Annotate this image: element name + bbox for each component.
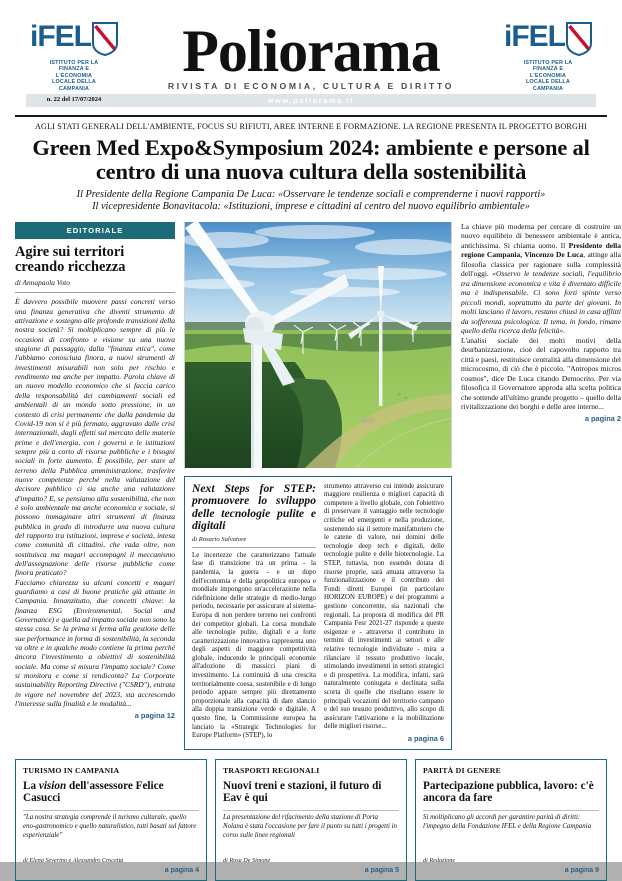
box-byline: di Redazione <box>423 856 456 864</box>
website-url: www.poliorama.it <box>267 96 355 105</box>
main-content <box>0 222 622 750</box>
box-to-page[interactable]: a pagina 9 <box>564 866 599 874</box>
wind-turbines-photo <box>184 222 452 468</box>
ifel-logo-right <box>500 22 596 92</box>
editorial-body: È davvero possibile muovere passi concreti verso una finanza generativa che diventi strumento di attivazione e sostegno alle profonde transizioni della nostra società? Si moltiplicano sempre di più le occasioni di confronto e visione su una nuova stagione di passaggio, dalla "finanza etica", come l'abbiamo conosciuta finora, a nuovi strumenti di investimenti misurabili non solo per rischio e rendimento ma anche per impatto. Parola chiave di un nuovo modello economico che si faccia carico della responsabilità dei cambiamenti sociali ed ambientali di un mondo sotto pressione, in un contesto di crisi permanente che dalla pandemia da Covid-19 non si è più fermato, aggravato dalle crisi internazionali, dagli effetti sul mercato delle materie prime e dell'energia, con i governi e le istituzioni sempre più a corto di risorse pubbliche e i bisogni sociali in forte aumento. È possibile, per stare al terreno della Pubblica amministrazione, trasferire nuove competenze perché nella valutazione del decisore pubblico ci sia anche una valutazione d'impatto? E, se pensiamo alla sostenibilità, che non è solo ambientale ma anche economica e sociale, si possono immaginare altri strumenti di finanza pubblica in grado di introdurre una nuova cultura del rapporto tra istituzioni, imprese e società, intesa come comunità di cittadini, che vada oltre, non sostituisca ma magari accompagni il meccanismo dell'assegnazione delle risorse pubbliche come finora praticato? <box>15 297 175 578</box>
lead-text-column <box>461 222 621 750</box>
step-body-right: strumento attraverso cui intende assicurare maggiore resilienza e migliori capacità di competere a livello globale, con l'obiettivo di preservare il vantaggio nelle tecnologie critiche ed emergenti e nella produzione, sostenendo sia il settore manifatturiero che le catene di valore, nei domini delle tecnologie deep tech e digitali, delle tecnologie pulite e delle biotecnologie. La STEP, tuttavia, non essendo dotata di risorse proprie, sarà attuata attraverso la funzionalizzazione e il contributo dei Fondi diretti Europei (in particolare HORIZON EUROPE) e dei programmi a gestione concorrente, sia nazionali che regionali. La proposta di modifica del PR Campania Fesr 2021-27 risponde a queste esigenze e - attraverso il contributo in termini di investimenti ai settori e alle relative tecnologie individuate - mira a rilanciare il tessuto produttivo locale, stimolando investimenti in settori strategici e di prospettiva. La modifica, infatti, sarà naturalmente coniugata e declinata sulla scorta di quelle che risultano essere le principali vocazioni del territorio campano e del suo tessuto produttivo, allo scopo di assicurare l'attivazione e la mobilitazione delle migliori risorse... <box>324 482 444 731</box>
ifel-logo-mark-right <box>504 22 592 58</box>
editorial-label: EDITORIALE <box>15 222 175 239</box>
box-body: Si moltiplicano gli accordi per garantire parità di diritti: l'impegno della Fondazione IFEL e della Regione Campania <box>423 814 592 831</box>
box-title-part2: dell'assessore Felice Casucci <box>23 779 164 805</box>
ifel-logo-subtitle-right: ISTITUTO PER LA FINANZA E L'ECONOMIA LOCALE DELLA CAMPANIA <box>523 60 573 92</box>
paper-title-block <box>122 18 500 91</box>
box-body: La presentazione del rifacimento della stazione di Porta Nolana è stata l'occasione per fare il punto su tutti i progetti in corso sulle linee regionali <box>223 814 397 839</box>
editorial-body-2: Facciamo chiarezza su alcuni concetti e magari guardiamo a casi di buone pratiche già attuate in Campania. Innanzitutto, due concetti chiave: la finanza ESG (Environmental, Social and Governance) e quella ad impatto sociale non sono la stessa cosa. Se la prima si ferma alla gestione delle sue performance in forma di sostenibilità, la seconda va oltre e in qualche modo contiene la prima perché àncora l'investimento a obiettivi di sostenibilità sociale. Ma come si misura l'impatto sociale? Come si monitora e come si rendiconta? La Corporate sustainability Reporting Directive ("CSRD"), entrata in vigore nel novembre del 2023, sta accrescendo l'interesse sulla finalità e le modalità... <box>15 577 175 709</box>
ifel-logo-left <box>26 22 122 103</box>
paper-tagline: RIVISTA DI ECONOMIA, CULTURA E DIRITTO <box>167 81 455 91</box>
box-byline: di Rosa De Simone <box>223 856 271 864</box>
step-left-column <box>192 483 316 743</box>
step-to-page[interactable]: a pagina 6 <box>407 733 444 743</box>
step-divider <box>192 547 316 548</box>
step-right-column <box>324 483 444 743</box>
campania-shield-icon <box>92 22 118 56</box>
right-lead-quote: «Osservo le tendenze sociali, l'equilibrio tra dimensione economica e vita è diventato difficile ma è indispensabile. Ci sono forti spinte verso piccoli mondi, soprattutto da parte dei giovani. In molti lasciano il lavoro, restano chiusi in casa afflitti da sofferenza psicologica. Il tema, in fondo, rimane quello della ricerca della felicità». <box>461 269 621 336</box>
box-title-part1: La <box>23 779 39 792</box>
box-kicker: TRASPORTI REGIONALI <box>223 765 320 775</box>
box-title-italic: vision <box>38 779 67 792</box>
center-column <box>184 222 452 750</box>
bottom-box-turismo[interactable] <box>15 759 207 881</box>
step-body-left: Le incertezze che caratterizzano l'attuale fase di transizione tra un prima - la pandemia, la guerra - e un dopo dell'economia e della geopolitica europea e mondiale impongono un'accelerazione nella ridefinizione delle strategie di medio-lungo periodo, necessarie per assicurare al sistema-Europa di non perdere terreno nei confronti dei competitor globali. La corsa mondiale alle tecnologie pulite, digitali e a forte caratterizzazione innovativa rappresenta uno degli aspetti di maggiore competitività globale, inducendo le principali economie all'adozione di massicci piani di investimento. La continuità di una crescita territorialmente coesa, sostenibile e di lungo periodo appare sempre più direttamente proporzionale alla capacità di dare slancio alla doppia transizione verde e digitale. A questo fine, la Commissione europea ha lanciato la «Strategic Technologies for Europe Platform» (STEP), lo <box>192 551 316 740</box>
editorial-to-page[interactable]: a pagina 12 <box>134 710 175 720</box>
box-kicker: PARITÀ DI GENERE <box>423 765 502 775</box>
box-to-page[interactable]: a pagina 4 <box>164 866 199 874</box>
bottom-boxes <box>0 759 622 881</box>
box-title: Nuovi treni e stazioni, il futuro di Eav è qui <box>223 779 382 805</box>
step-title: Next Steps for STEP: promuovere lo sviluppo delle tecnologie pulite e digitali <box>192 481 316 533</box>
lead-headline: Green Med Expo&Symposium 2024: ambiente e persone al centro di una nuova cultura della sostenibilità <box>32 134 590 184</box>
right-lead-to-page[interactable]: a pagina 2 <box>584 413 621 423</box>
right-lead-bold: Presidente della regione Campania, Vincenzo De Luca <box>461 240 621 260</box>
ifel-wordmark: iFEL <box>30 20 91 53</box>
editorial-column <box>15 222 175 750</box>
box-divider <box>23 810 199 811</box>
lead-subhead-2: Il vicepresidente Bonavitacola: «Istituzioni, imprese e cittadini al centro del nuovo equilibrio ambientale» <box>92 201 530 213</box>
issue-number: n. 22 del 17/07/2024 <box>46 96 102 104</box>
masthead-divider <box>15 115 607 117</box>
lead-kicker: AGLI STATI GENERALI DELL'AMBIENTE, FOCUS SU RIFIUTI, AREE INTERNE E FORMAZIONE. LA REGIONE PRESENTA IL PROGETTO BORGHI <box>34 121 588 131</box>
box-kicker: TURISMO IN CAMPANIA <box>23 765 120 775</box>
ifel-logo-mark <box>30 22 118 58</box>
ifel-wordmark-right: iFEL <box>504 20 565 53</box>
box-to-page[interactable]: a pagina 5 <box>364 866 399 874</box>
lead-subhead-1: Il Presidente della Regione Campania De Luca: «Osservare le tendenze sociali e comprenderne i nuovi rapporti» <box>76 188 546 200</box>
box-title: Partecipazione pubblica, lavoro: c'è ancora da fare <box>423 779 594 805</box>
right-lead-intro: La chiave più moderna per cercare di costruire un nuovo equilibrio di benessere ambientale è antica, antichissima. Si chiama uomo. Il <box>461 221 621 250</box>
editorial-title[interactable]: Agire sui territori creando ricchezza <box>15 243 126 275</box>
bottom-box-parita[interactable] <box>415 759 607 881</box>
right-lead-body <box>461 222 621 336</box>
campania-shield-icon-right <box>566 22 592 56</box>
editorial-byline: di Annapaola Voto <box>15 277 70 287</box>
bottom-box-trasporti[interactable] <box>215 759 407 881</box>
right-lead-mid: , attinge alla filosofia classica per ragionare sulla complessità dell'oggi. <box>461 250 622 279</box>
box-body: "La nostra strategia comprende il turismo culturale, quello eno-gastronomico e quello naturalistico, tutti basati sul fattore esperienziale" <box>23 814 197 839</box>
box-divider <box>223 810 399 811</box>
step-byline: di Rosario Salvatore <box>192 536 247 544</box>
box-title <box>23 780 199 805</box>
editorial-divider <box>15 292 175 293</box>
box-byline: di Elena Severino e Alessandro Crocetta <box>23 856 124 864</box>
box-divider <box>423 810 599 811</box>
paper-title: Poliorama <box>182 18 440 84</box>
ifel-logo-subtitle: ISTITUTO PER LA FINANZA E L'ECONOMIA LOCALE DELLA CAMPANIA <box>49 60 99 92</box>
step-article-box[interactable] <box>184 476 452 750</box>
right-lead-end: L'analisi sociale dei molti motivi della deurbanizzazione, cioè del capovolto rapporto tra città e paesi, restituisce centralità alla dimensione del microcosmo, di ciò che è piccolo. "Antropos micros cosmos", dice De Luca citando Democrito. Per via filosofica il Governatore approda alla scelta politica che sottende all'ultimo grande progetto – quello della rivitalizzazione dei borghi e delle aree interne... <box>461 335 621 412</box>
